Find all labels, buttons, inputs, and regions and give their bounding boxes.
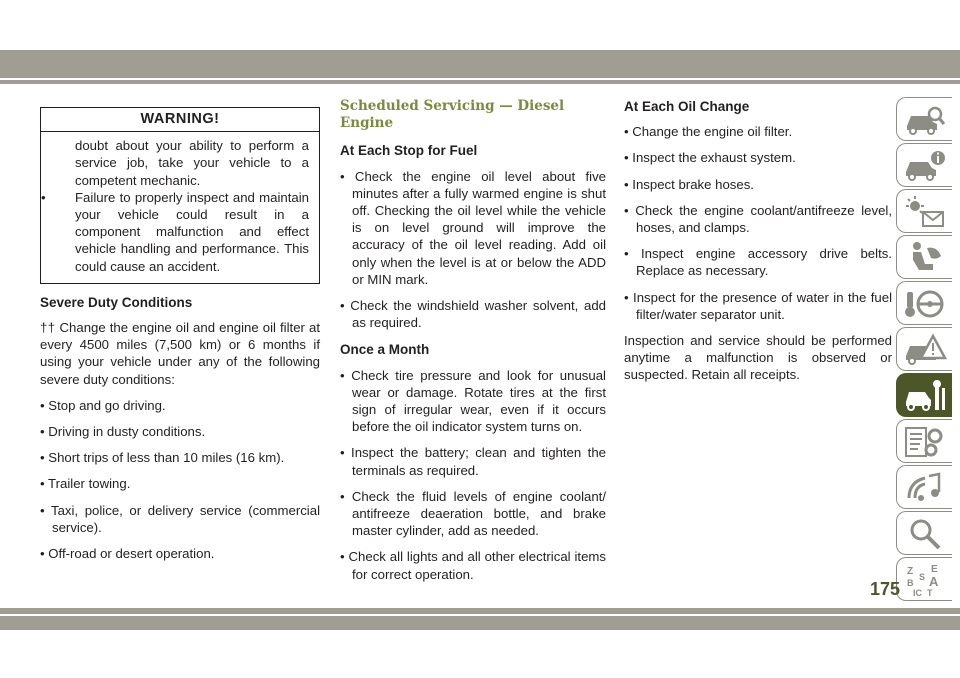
search-magnifier-icon — [903, 516, 947, 552]
car-hazard-icon — [903, 332, 947, 368]
multimedia-icon — [903, 470, 947, 506]
list-item: • Off-road or desert operation. — [40, 546, 215, 562]
list-item: • Check the engine oil level about five minutes after a fully warmed engine is shut off. Checking the oil level while the vehicle is on level ground will improve the accuracy of the oil level reading. Add oil only when the level is at or below the ADD or MIN mark. — [340, 168, 606, 287]
list-item: • Change the engine oil filter. — [624, 124, 793, 140]
svg-text:S: S — [919, 572, 926, 582]
svg-text:A: A — [929, 574, 939, 589]
car-search-icon — [903, 102, 947, 138]
list-item: • Inspect brake hoses. — [624, 176, 754, 192]
list-item: • Inspect engine accessory drive belts. Replace as necessary. — [624, 246, 892, 279]
svg-text:B: B — [907, 578, 914, 588]
list-item: • Inspect the exhaust system. — [624, 150, 796, 166]
seat-airbag-icon — [903, 240, 947, 276]
list-item: • Taxi, police, or delivery service (commercial service). — [40, 502, 320, 535]
tab-servicing-maintenance[interactable] — [896, 373, 952, 417]
footer-rule — [0, 608, 960, 614]
tab-index[interactable] — [896, 557, 952, 601]
tab-starting-operating[interactable] — [896, 281, 952, 325]
section-heading: At Each Stop for Fuel — [340, 143, 478, 159]
list-item: • Driving in dusty conditions. — [40, 424, 206, 440]
section-heading: At Each Oil Change — [624, 99, 750, 114]
tab-vehicle-info[interactable] — [896, 143, 952, 187]
car-info-icon — [903, 148, 947, 184]
steering-wheel-key-icon — [903, 286, 947, 322]
list-item: • Inspect for the presence of water in the fuel filter/water separator unit. — [624, 289, 892, 322]
header-band — [0, 50, 960, 78]
section-title: Scheduled Servicing — Diesel Engine — [340, 98, 565, 132]
tab-customer-assistance[interactable] — [896, 511, 952, 555]
warning-body — [41, 132, 319, 283]
paragraph: Inspection and service should be performed anytime a malfunction is observed or suspected. Retain all receipts. — [624, 333, 892, 383]
warning-line: doubt about your ability to perform a service job, take your vehicle to a competent mechanic. — [75, 138, 309, 188]
svg-text:T: T — [927, 588, 933, 598]
footer-band — [0, 616, 960, 630]
tab-specifications[interactable] — [896, 419, 952, 463]
list-item: • Stop and go driving. — [40, 397, 166, 413]
header-rule — [0, 80, 960, 84]
tab-in-case-of-emergency[interactable] — [896, 327, 952, 371]
column-right — [624, 97, 892, 393]
warning-title: WARNING! — [41, 108, 319, 132]
tab-multimedia[interactable] — [896, 465, 952, 509]
warning-line: • Failure to properly inspect and maintain your vehicle could result in a component malfunction and effect vehicle handling and performance. This could cause an accident. — [53, 189, 309, 275]
warning-lights-message-icon — [903, 194, 947, 230]
tab-warning-lights[interactable] — [896, 189, 952, 233]
car-service-wrench-icon — [903, 378, 947, 414]
list-item: • Check the engine coolant/antifreeze level, hoses, and clamps. — [624, 202, 892, 236]
list-item: • Trailer towing. — [40, 476, 131, 492]
paragraph: †† Change the engine oil and engine oil filter at every 4500 miles (7,500 km) or 6 months if using your vehicle under any of the following severe duty conditions: — [40, 320, 320, 387]
warning-box — [40, 107, 320, 284]
section-heading: Severe Duty Conditions — [40, 294, 193, 310]
tab-safety[interactable] — [896, 235, 952, 279]
list-item: • Check tire pressure and look for unusual wear or damage. Rotate tires at the first sign of irregular wear, even if it occurs before the oil indicator system turns on. — [340, 367, 606, 435]
tab-getting-to-know[interactable] — [896, 97, 952, 141]
svg-text:Z: Z — [907, 566, 914, 577]
section-heading: Once a Month — [340, 342, 430, 358]
svg-text:IC: IC — [913, 588, 922, 598]
index-alphabet-icon — [903, 562, 947, 598]
list-item: • Check all lights and all other electrical items for correct operation. — [340, 549, 606, 582]
list-item: • Check the fluid levels of engine coolant/ antifreeze deaeration bottle, and brake master cylinder, add as needed. — [340, 488, 606, 539]
page-number: 175 — [870, 579, 901, 599]
column-middle — [340, 97, 606, 592]
list-item: • Inspect the battery; clean and tighten the terminals as required. — [340, 445, 606, 478]
column-left — [40, 97, 320, 571]
list-item: • Short trips of less than 10 miles (16 km). — [40, 450, 285, 466]
list-item: • Check the windshield washer solvent, add as required. — [340, 298, 606, 331]
specifications-gear-icon — [903, 424, 947, 460]
svg-text:E: E — [931, 564, 938, 575]
